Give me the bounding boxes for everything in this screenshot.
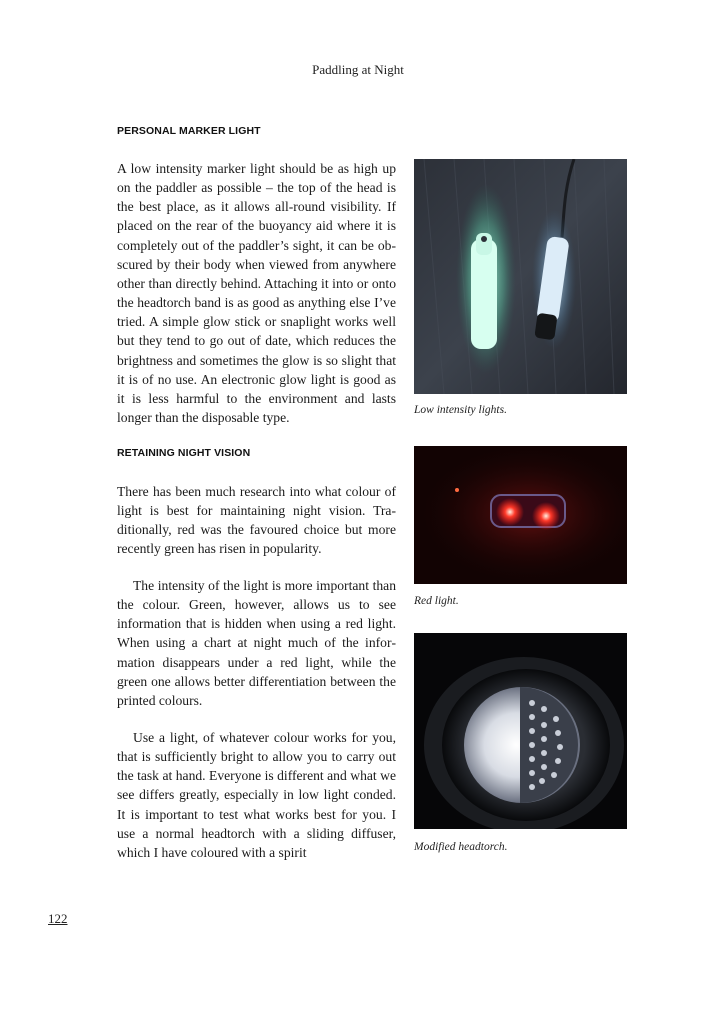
- section-heading-marker-light: PERSONAL MARKER LIGHT: [117, 125, 261, 137]
- paragraph-night-vision-2: The intensity of the light is more important than the colour. Green, however, allows us to see information that is hidden when using a red light. When using a chart at night much of the information disappears under a red light, while the green one allows better differentiation between the printed colours.: [117, 578, 396, 708]
- red-light-photo: [414, 446, 627, 584]
- running-title: Paddling at Night: [312, 62, 404, 77]
- glow-stick-photo: [414, 159, 627, 394]
- page-number: 122: [48, 911, 68, 926]
- paragraph-night-vision-1: There has been much research into what colour of light is best for maintaining night vision. Traditionally, red was the favoured choice but more recently green has risen in popularity.: [117, 484, 396, 557]
- headtorch-photo: [414, 633, 627, 829]
- paragraph-night-vision-3: Use a light, of whatever colour works for you, that is sufficiently bright to allow you to carry out the task at hand. Everyone is different and what we see differs greatly, especially in low light conded. It is important to test what works best for you. I use a normal headtorch with a sliding diffuser, which I have coloured with a spirit: [117, 730, 396, 860]
- caption-low-intensity-lights: Low intensity lights.: [414, 404, 507, 416]
- caption-red-light: Red light.: [414, 595, 459, 607]
- caption-modified-headtorch: Modified headtorch.: [414, 841, 508, 853]
- section-heading-night-vision: RETAINING NIGHT VISION: [117, 447, 251, 459]
- paragraph-marker-light: A low intensity marker light should be as high up on the paddler as possible – the top of the head is the best place, as it allows all-round visibility. If placed on the rear of the buoyancy aid where it is completely out of the paddler’s sight, it can be obscured by their body when viewed from anywhere other than directly behind. Attaching it into or onto the headtorch band is as good as anything else I’ve tried. A simple glow stick or snaplight works well but they tend to go out of date, which reduces the brightness and sometimes the glow is so slight that it is of no use. An electronic glow light is good as it is less harmful to the environment and lasts longer than the disposable type.: [117, 161, 396, 426]
